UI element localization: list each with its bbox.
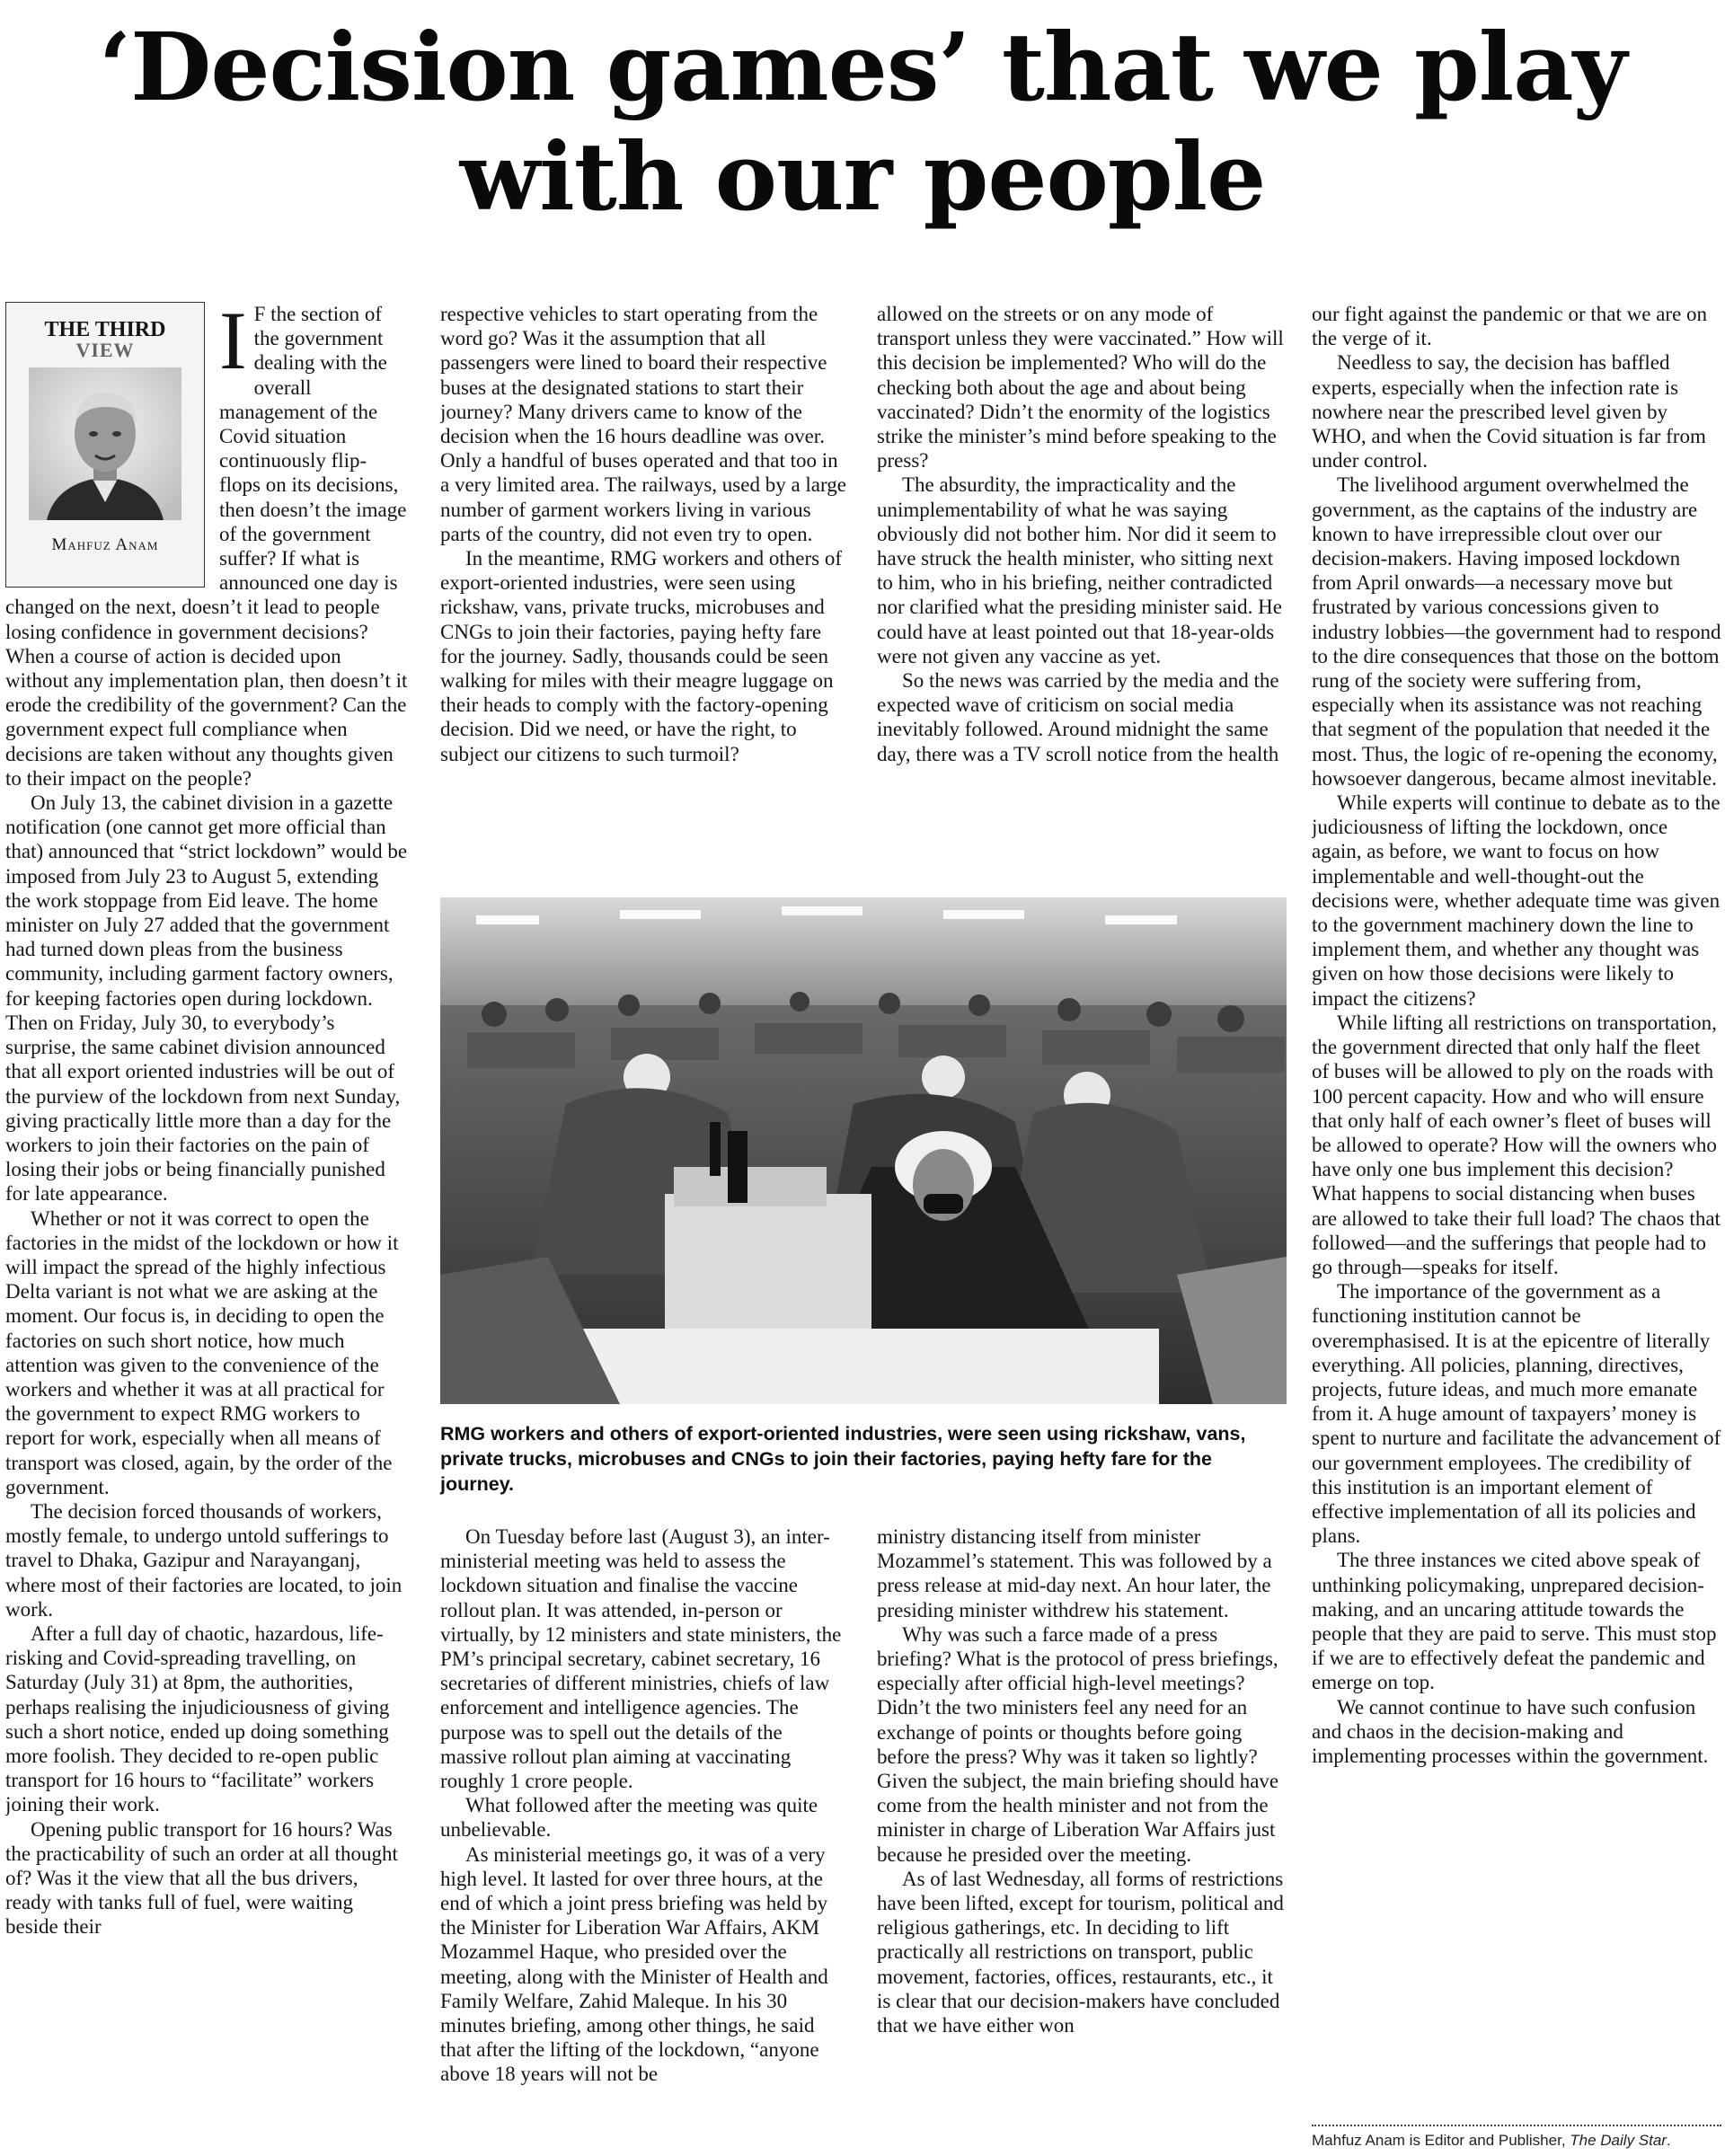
paragraph: respective vehicles to start operating from the word go? Was it the assumption that all passengers were lined to board their respective buses at the designated stations to start their journey? Many drivers came to know of the decision when the 16 hours deadline was over. Only a handful of buses operated and that too in a very limited area. The railways, used by a large number of garment workers living in various parts of the country, did not even try to open. [440, 303, 846, 545]
column-4 [1312, 302, 1721, 2113]
headline-line-1: ‘Decision games’ that we play [98, 12, 1627, 122]
paragraph: While lifting all restrictions on transportation, the government directed that only half the fleet of buses will be allowed to ply on the roads with 100 percent capacity. How and who will ensure that only half of each owner’s fleet of buses will be allowed to operate? How will the owners who have only one bus implement this decision? What happens to social distancing when buses are allowed to take their full load? The chaos that followed—and the sufferings that people had to go through—speaks for itself. [1312, 1011, 1721, 1278]
author-footnote [1312, 2131, 1725, 2151]
paragraph: allowed on the streets or on any mode of transport unless they were vaccinated.” How will this decision be implemented? Who will do the checking both about the age and about being vaccinated? Didn’t the enormity of the logistics strike the minister’s mind before speaking to the press? [877, 303, 1284, 473]
paragraph: On Tuesday before last (August 3), an inter-ministerial meeting was held to assess the lockdown situation and finalise the vaccine rollout plan. It was attended, in-person or virtually, by 12 ministers and state ministers, the PM’s principal secretary, cabinet secretary, 16 secretaries of different ministries, chiefs of law enforcement and intelligence agencies. The purpose was to spell out the details of the massive rollout plan aiming at vaccinating roughly 1 crore people. [440, 1525, 842, 1793]
paragraph: Why was such a farce made of a press briefing? What is the protocol of press briefings, especially after official high-level meetings? Didn’t the two ministers feel any need for an exchange of points or thoughts before going before the press? Why was it taken so lightly? Given the subject, the main briefing should have come from the health minister and not from the minister in charge of Liberation War Affairs just because he presided over the meeting. [877, 1622, 1279, 1866]
paragraph: In the meantime, RMG workers and others of export-oriented industries, were seen using rickshaw, vans, private trucks, microbuses and CNGs to join their factories, paying hefty fare for the journey. Sadly, thousands could be seen walking for miles with their meagre luggage on their heads to comply with the factory-opening decision. Did we need, or have the right, to subject our citizens to such turmoil? [440, 547, 843, 765]
footer-divider [1312, 2125, 1721, 2126]
drop-cap: I [219, 302, 247, 386]
byline-box [5, 302, 205, 588]
column-3-upper [877, 302, 1287, 877]
paragraph: The decision forced thousands of workers, mostly female, to undergo untold sufferings to travel to Dhaka, Gazipur and Narayanganj, where most of their factories are located, to join work. [5, 1499, 402, 1621]
headline-line-2: with our people [459, 121, 1266, 232]
footnote-text: Mahfuz Anam is Editor and Publisher, [1312, 2132, 1570, 2149]
garment-factory-photo [440, 897, 1287, 1404]
author-portrait-icon [29, 367, 181, 520]
paragraph: As ministerial meetings go, it was of a very high level. It lasted for over three hours, at the end of which a joint press briefing was held by the Minister for Liberation War Affairs, AKM Mozammel Haque, who presided over the meeting, along with the Minister of Health and Family Welfare, Zahid Maleque. In his 30 minutes briefing, among other things, he said that after the lifting of the lockdown, “anyone above 18 years will not be [440, 1842, 828, 2086]
paragraph: After a full day of chaotic, hazardous, life-risking and Covid-spreading travelling, on Saturday (July 31) at 8pm, the authorities, perhaps realising the injudiciousness of giving such a short notice, ended up doing something more foolish. They decided to re-open public transport for 16 hours to “facilitate” workers joining their work. [5, 1621, 390, 1816]
paragraph: While experts will continue to debate as to the judiciousness of lifting the lockdown, once again, as before, we want to focus on how implementable and well-thought-out the decisions were, whether adequate time was given to the government machinery down the line to implement them, and whether any thought was given on how those decisions were likely to impact the citizens? [1312, 791, 1721, 1010]
publication-name: The Daily Star [1570, 2132, 1667, 2149]
column-subtitle: VIEW [75, 339, 135, 361]
headline [0, 13, 1725, 232]
paragraph: F the section of the government dealing with the overall management of the Covid situation continuously flip-flops on its decisions, then doesn’t the image of the government suffer? If what is announced one day is changed on the next, doesn’t it lead to people losing confidence in government decisions? When a course of action is decided upon without any implementation plan, then doesn’t it erode the credibility of the government? Can the government expect full compliance when decisions are taken without any thoughts given to their impact on the people? [5, 303, 408, 790]
paragraph: Needless to say, the decision has baffled experts, especially when the infection rate is nowhere near the prescribed level given by WHO, and when the Covid situation is far from under control. [1312, 351, 1706, 473]
paragraph: The absurdity, the impracticality and the unimplementability of what he was saying obviously did not bother him. Nor did it seem to have struck the health minister, who sitting next to him, who in his briefing, neither contradicted nor clarified what the presiding minister said. He could have at least pointed out that 18-year-olds were not given any vaccine as yet. [877, 473, 1282, 667]
column-2-lower [440, 1524, 850, 2153]
paragraph: our fight against the pandemic or that we are on the verge of it. [1312, 303, 1708, 350]
paragraph: The importance of the government as a functioning institution cannot be overemphasised. It is at the epicentre of literally everything. All policies, planning, directives, projects, future ideas, and much more emanate from it. A huge amount of taxpayers’ money is spent to nurture and facilitate the advancement of our government employees. The credibility of this institution is an important element of effective implementation of all its policies and plans. [1312, 1280, 1721, 1548]
paragraph: What followed after the meeting was quite unbelievable. [440, 1794, 818, 1842]
paragraph: Whether or not it was correct to open the factories in the midst of the lockdown or how it will impact the spread of the highly infectious Delta variant is not what we are asking at the moment. Our focus is, in deciding to open the factories on such short notice, how much attention was given to the convenience of the workers and whether it was at all practical for the government to expect RMG workers to report for work, especially when all means of transport was closed, again, by the order of the government. [5, 1206, 399, 1498]
column-2-upper [440, 302, 850, 877]
paragraph: On July 13, the cabinet division in a gazette notification (one cannot get more official than that) announced that “strict lockdown” would be imposed from July 23 to August 5, extending the work stoppage from Eid leave. The home minister on July 27 added that the government had turned down pleas from the business community, including garment factory owners, for keeping factories open during lockdown. Then on Friday, July 30, to everybody’s surprise, the same cabinet division announced that all export oriented industries will be out of the purview of the lockdown from next Sunday, giving practically little more than a day for the workers to join their factories on the pain of losing their jobs or being financially punished for late appearance. [5, 791, 408, 1206]
paragraph: As of last Wednesday, all forms of restrictions have been lifted, except for tourism, political and religious gatherings, etc. In deciding to lift practically all restrictions on transport, public movement, factories, offices, restaurants, etc., it is clear that our decision-makers have concluded that we have either won [877, 1867, 1284, 2037]
paragraph: The three instances we cited above speak of unthinking policymaking, unprepared decision-making, and an uncaring attitude towards the people that they are paid to serve. This must stop if we are to effectively defeat the pandemic and emerge on top. [1312, 1549, 1717, 1694]
column-3-lower [877, 1524, 1287, 2153]
column-title: THE THIRD [44, 318, 166, 341]
paragraph: ministry distancing itself from minister Mozammel’s statement. This was followed by a press release at mid-day next. An hour later, the presiding minister withdrew his statement. [877, 1525, 1272, 1621]
paragraph: The livelihood argument overwhelmed the government, as the captains of the industry are known to have irrepressible clout over our decision-makers. Having imposed lockdown from April onwards—a necessary move but frustrated by various concessions given to industry lobbies—the government had to respond to the dire consequences that those on the bottom rung of the society were suffering from, especially when its assistance was not reaching that segment of the population that needed it the most. Thus, the logic of re-opening the economy, howsoever dangerous, became almost inevitable. [1312, 473, 1721, 790]
author-name: Mahfuz Anam [51, 535, 159, 554]
paragraph: So the news was carried by the media and the expected wave of criticism on social media inevitably followed. Around midnight the same day, there was a TV scroll notice from the health [877, 669, 1279, 765]
photo-caption: RMG workers and others of export-oriented industries, were seen using rickshaw, vans, private trucks, microbuses and CNGs to join their factories, paying hefty fare for the journey. [440, 1423, 1246, 1495]
column-1 [5, 302, 408, 2152]
paragraph: Opening public transport for 16 hours? Was the practicability of such an order at all thought of? Was it the view that all the bus drivers, ready with tanks full of fuel, were waiting beside their [5, 1817, 398, 1939]
footnote-end: . [1666, 2132, 1671, 2149]
paragraph: We cannot continue to have such confusion and chaos in the decision-making and implementing processes within the government. [1312, 1695, 1709, 1767]
factory-photo-icon [440, 897, 1287, 1404]
